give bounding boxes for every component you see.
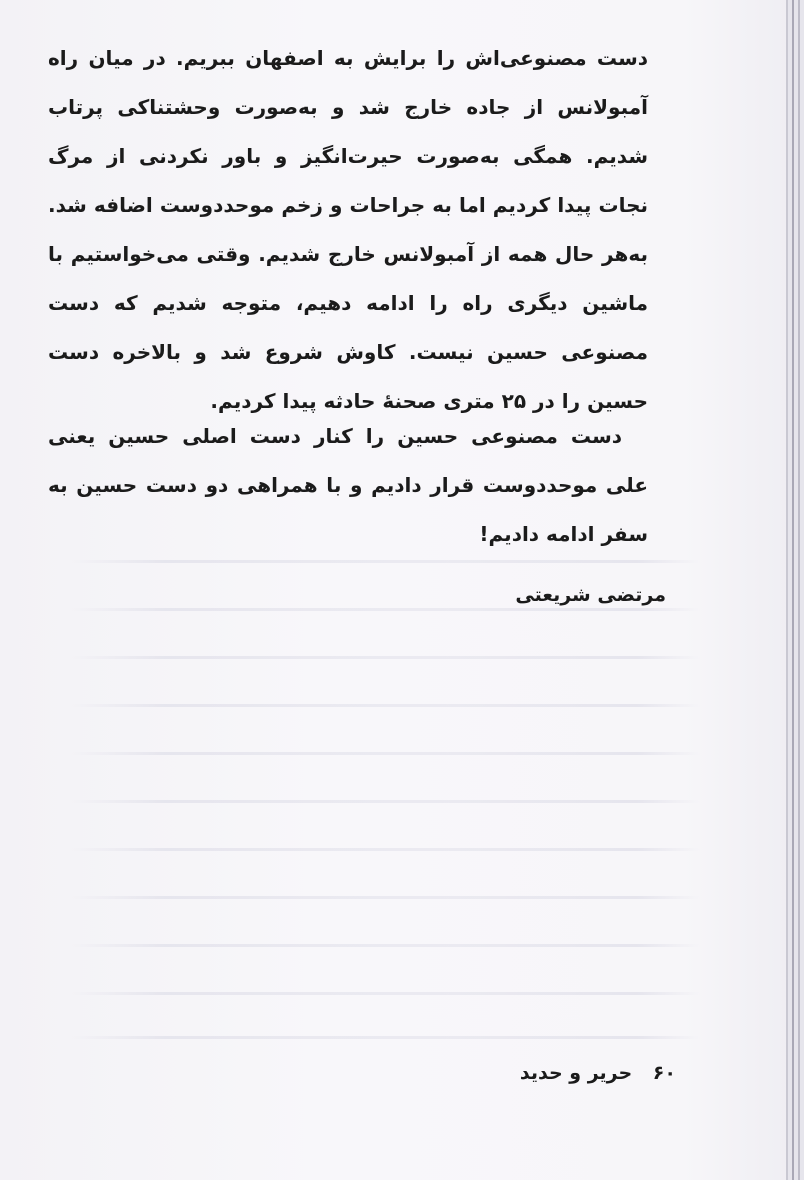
page-edge-line xyxy=(792,0,794,1180)
bleed-through-line xyxy=(70,1036,700,1039)
paragraph-1: دست مصنوعی‌اش را برایش به اصفهان ببریم. در میان راه آمبولانس از جاده خارج شد و به‌صورت وحشتناکی پرتاب شدیم. همگی به‌صورت حیرت‌انگیز و باور نکردنی از مرگ نجات پیدا کردیم اما به جراحات و زخم موحددوست اضافه شد. به‌هر حال همه از آمبولانس خارج شدیم. وقتی می‌خواستیم با ماشین دیگری راه را ادامه دهیم، متوجه شدیم که دست مصنوعی حسین نیست. کاوش شروع شد و بالاخره دست حسین را در ۲۵ متری صحنهٔ حادثه پیدا کردیم. xyxy=(48,46,648,413)
bleed-through-line xyxy=(70,992,700,995)
book-title: حریر و حدید xyxy=(519,1062,633,1084)
bleed-through-line xyxy=(70,656,700,659)
bleed-through-line xyxy=(70,608,700,611)
page-edge-line xyxy=(786,0,788,1180)
page-number: ۶۰ xyxy=(652,1062,676,1084)
bleed-through-line xyxy=(70,944,700,947)
page-edge-strip xyxy=(788,0,804,1180)
page-edge-line xyxy=(798,0,800,1180)
bleed-through-line xyxy=(70,560,700,563)
page-footer xyxy=(520,1062,676,1084)
bleed-through-line xyxy=(70,752,700,755)
bleed-through-line xyxy=(70,848,700,851)
author-signature: مرتضی شریعتی xyxy=(515,584,666,606)
paragraph-2: دست مصنوعی حسین را کنار دست اصلی حسین یعنی علی موحددوست قرار دادیم و با همراهی دو دست حسین به سفر ادامه دادیم! xyxy=(48,424,648,546)
bleed-through-line xyxy=(70,896,700,899)
bleed-through-line xyxy=(70,800,700,803)
bleed-through-line xyxy=(70,704,700,707)
